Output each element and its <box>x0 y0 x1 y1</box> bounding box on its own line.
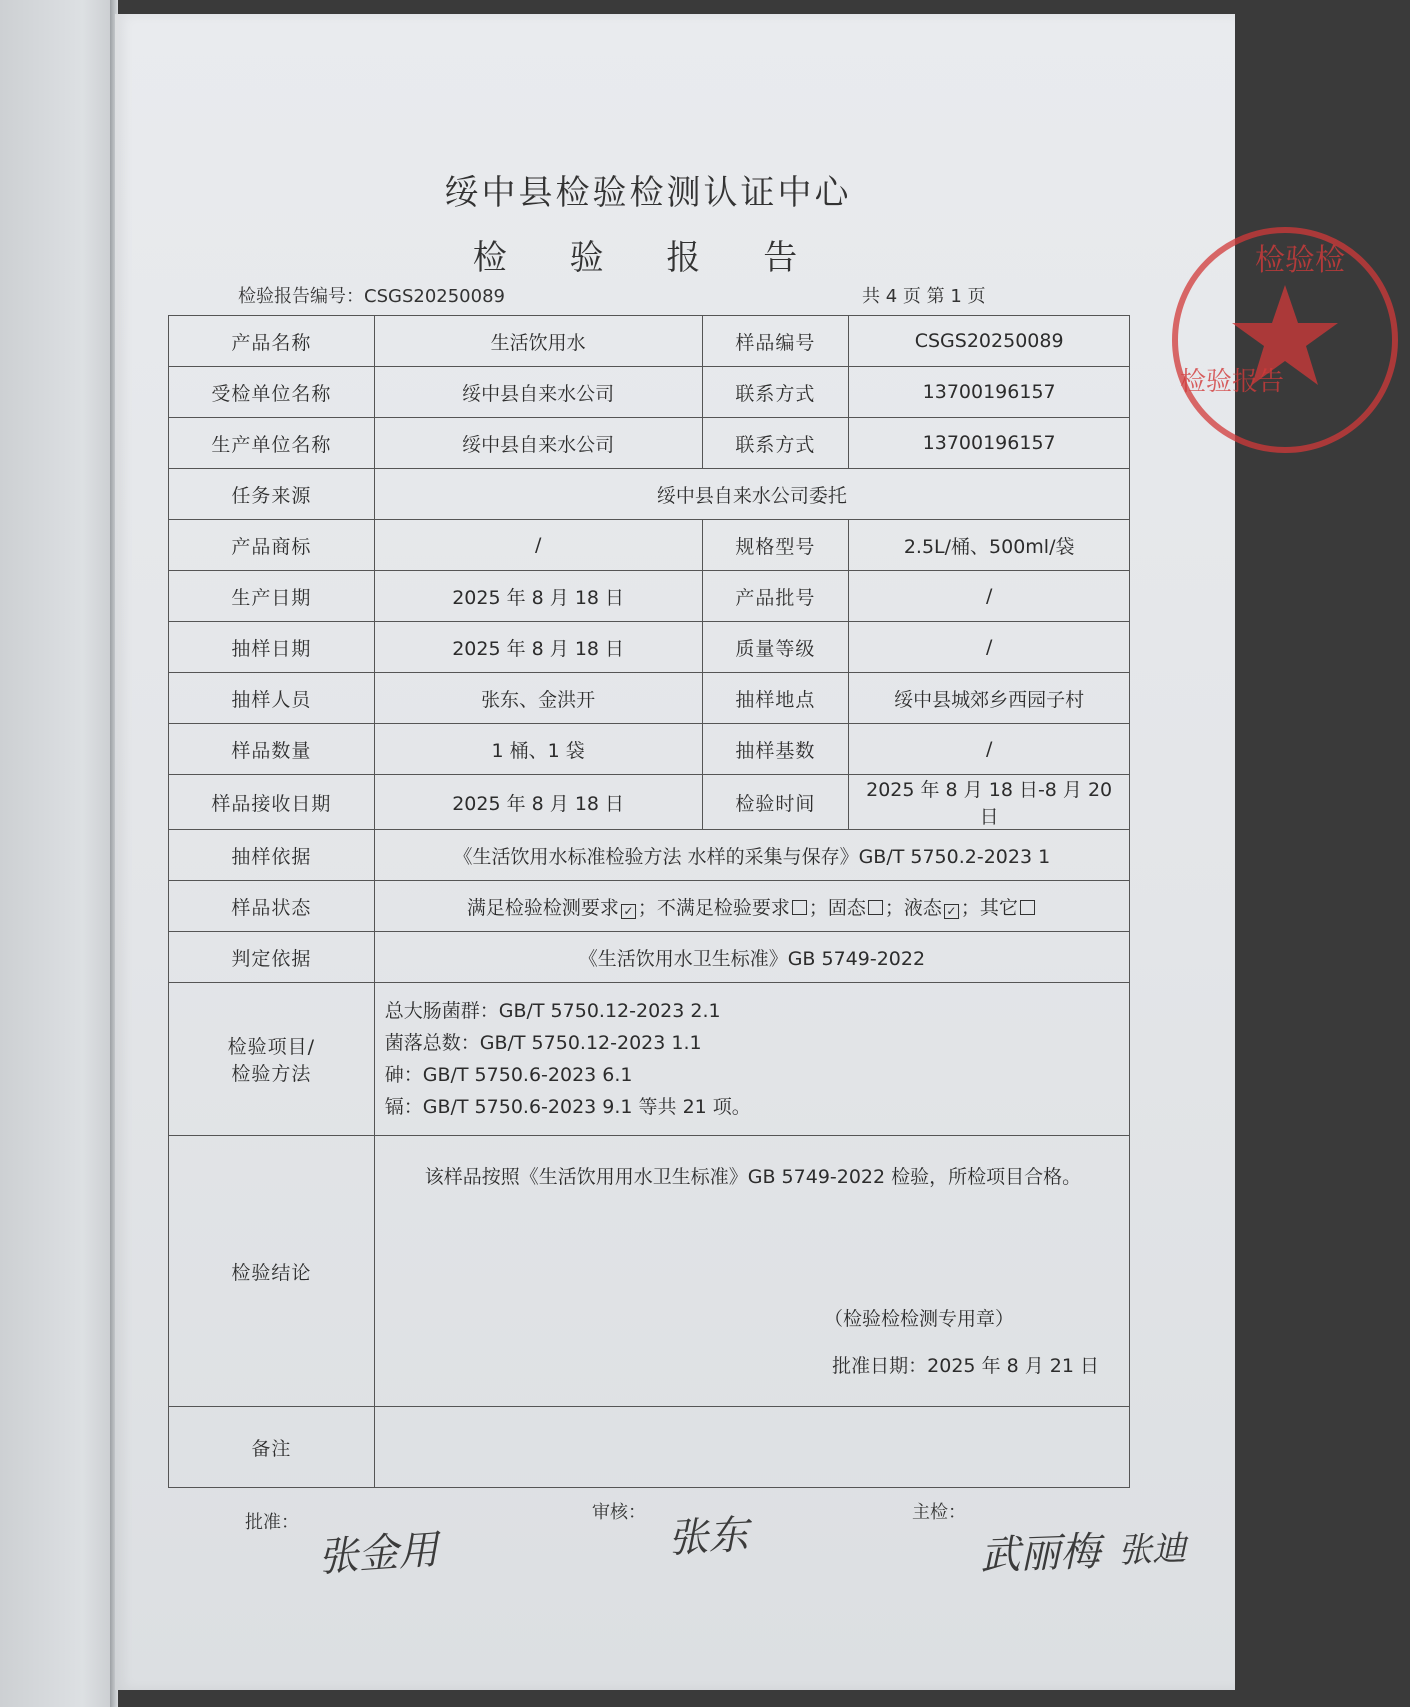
inspect-signature: 武丽梅 <box>979 1528 1101 1580</box>
test-time-value: 2025 年 8 月 18 日-8 月 20 日 <box>849 775 1130 830</box>
product-name-value: 生活饮用水 <box>374 316 702 367</box>
inspected-unit-value: 绥中县自来水公司 <box>374 367 702 418</box>
methods-list <box>374 983 1129 1136</box>
state-option-text: ；固态 <box>808 896 866 919</box>
grade-label: 质量等级 <box>702 622 849 673</box>
checked-box-icon: ✓ <box>621 904 636 919</box>
grade-value: / <box>849 622 1130 673</box>
test-time-label: 检验时间 <box>702 775 849 830</box>
producer-value: 绥中县自来水公司 <box>374 418 702 469</box>
svg-text:检验检: 检验检 <box>1255 243 1345 278</box>
items-label-line: 检验项目/ <box>227 1036 316 1058</box>
items-label <box>169 983 375 1136</box>
review-signature: 张东 <box>667 1511 750 1563</box>
inspect-signature: 张迪 <box>1117 1528 1187 1572</box>
sample-no-label: 样品编号 <box>702 316 849 367</box>
state-option-text: ；其它 <box>960 896 1018 919</box>
conclusion-cell <box>374 1136 1129 1407</box>
table-row <box>169 520 1130 571</box>
contact-value: 13700196157 <box>849 418 1130 469</box>
method-line: 菌落总数：GB/T 5750.12-2023 1.1 <box>384 1032 702 1054</box>
judge-basis-value: 《生活饮用水卫生标准》GB 5749-2022 <box>374 932 1129 983</box>
qty-value: 1 桶、1 袋 <box>374 724 702 775</box>
trademark-value: / <box>374 520 702 571</box>
seal-label: （检验检检测专用章） <box>823 1308 1014 1330</box>
empty-box-icon <box>1020 900 1035 915</box>
contact-label: 联系方式 <box>702 418 849 469</box>
approve-signature: 张金用 <box>316 1526 440 1582</box>
doc-type-title: 检 验 报 告 <box>472 238 824 278</box>
table-row <box>169 724 1130 775</box>
approve-date: 批准日期：2025 年 8 月 21 日 <box>832 1355 1099 1377</box>
table-row <box>169 469 1130 520</box>
spec-label: 规格型号 <box>702 520 849 571</box>
sampling-place-value: 绥中县城郊乡西园子村 <box>849 673 1130 724</box>
contact-value: 13700196157 <box>849 367 1130 418</box>
base-label: 抽样基数 <box>702 724 849 775</box>
sampling-date-value: 2025 年 8 月 18 日 <box>374 622 702 673</box>
product-name-label: 产品名称 <box>169 316 375 367</box>
state-option-text: 满足检验检测要求 <box>466 896 619 919</box>
sample-state-value <box>374 881 1129 932</box>
qty-label: 样品数量 <box>169 724 375 775</box>
method-line: 镉：GB/T 5750.6-2023 9.1 等共 21 项。 <box>384 1096 751 1118</box>
remark-value <box>374 1407 1129 1488</box>
prod-date-label: 生产日期 <box>169 571 375 622</box>
table-row <box>169 418 1130 469</box>
sample-state-label: 样品状态 <box>169 881 375 932</box>
prod-date-value: 2025 年 8 月 18 日 <box>374 571 702 622</box>
sampling-basis-label: 抽样依据 <box>169 830 375 881</box>
table-row <box>169 316 1130 367</box>
review-label: 审核： <box>592 1502 646 1523</box>
base-value: / <box>849 724 1130 775</box>
table-row <box>169 932 1130 983</box>
sampling-date-label: 抽样日期 <box>169 622 375 673</box>
sampling-place-label: 抽样地点 <box>702 673 849 724</box>
checked-box-icon: ✓ <box>944 904 959 919</box>
sampler-label: 抽样人员 <box>169 673 375 724</box>
task-source-value: 绥中县自来水公司委托 <box>374 469 1129 520</box>
report-number: 检验报告编号：CSGS20250089 <box>238 286 505 307</box>
receive-date-label: 样品接收日期 <box>169 775 375 830</box>
table-row <box>169 1136 1130 1407</box>
contact-label: 联系方式 <box>702 367 849 418</box>
table-row <box>169 622 1130 673</box>
table-row <box>169 983 1130 1136</box>
judge-basis-label: 判定依据 <box>169 932 375 983</box>
remark-label: 备注 <box>169 1407 375 1488</box>
trademark-label: 产品商标 <box>169 520 375 571</box>
table-row <box>169 571 1130 622</box>
conclusion-text: 该样品按照《生活饮用用水卫生标准》GB 5749-2022 检验，所检项目合格。 <box>424 1166 1082 1188</box>
empty-box-icon <box>792 900 807 915</box>
items-label-line: 检验方法 <box>231 1063 312 1085</box>
batch-value: / <box>849 571 1130 622</box>
table-row <box>169 775 1130 830</box>
table-row <box>169 830 1130 881</box>
state-option-text: ；液态 <box>884 896 942 919</box>
inspect-label: 主检： <box>912 1502 966 1523</box>
svg-text:检验报告: 检验报告 <box>1180 367 1285 397</box>
table-row <box>169 1407 1130 1488</box>
org-title: 绥中县检验检测认证中心 <box>444 173 852 213</box>
report-table <box>168 315 1130 1488</box>
page-info: 共 4 页 第 1 页 <box>862 286 986 307</box>
table-row <box>169 367 1130 418</box>
state-option-text: ；不满足检验要求 <box>637 896 790 919</box>
receive-date-value: 2025 年 8 月 18 日 <box>374 775 702 830</box>
table-row <box>169 673 1130 724</box>
table-row <box>169 881 1130 932</box>
task-source-label: 任务来源 <box>169 469 375 520</box>
conclusion-label: 检验结论 <box>169 1136 375 1407</box>
empty-box-icon <box>868 900 883 915</box>
batch-label: 产品批号 <box>702 571 849 622</box>
method-line: 砷：GB/T 5750.6-2023 6.1 <box>384 1064 633 1086</box>
sample-no-value: CSGS20250089 <box>849 316 1130 367</box>
sampler-value: 张东、金洪开 <box>374 673 702 724</box>
inspected-unit-label: 受检单位名称 <box>169 367 375 418</box>
method-line: 总大肠菌群：GB/T 5750.12-2023 2.1 <box>384 1000 721 1022</box>
producer-label: 生产单位名称 <box>169 418 375 469</box>
approve-label: 批准： <box>245 1512 299 1533</box>
spec-value: 2.5L/桶、500ml/袋 <box>849 520 1130 571</box>
sampling-basis-value: 《生活饮用水标准检验方法 水样的采集与保存》GB/T 5750.2-2023 1 <box>374 830 1129 881</box>
